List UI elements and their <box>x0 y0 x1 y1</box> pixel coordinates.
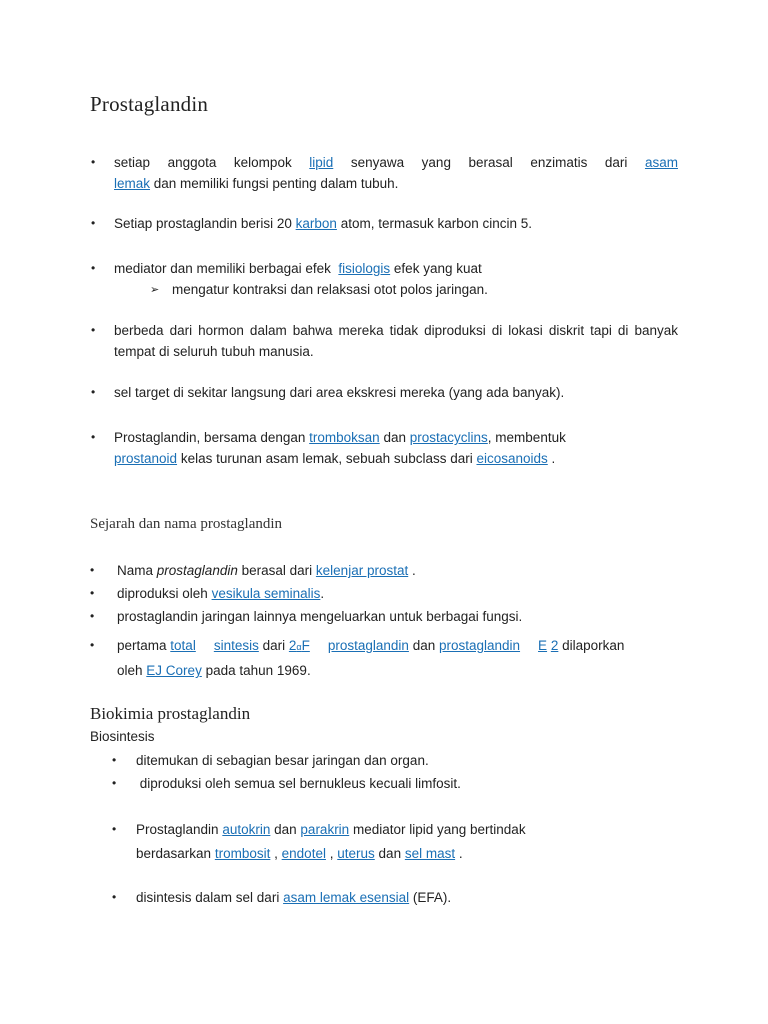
link-2[interactable]: 2 <box>550 638 559 653</box>
link-kelenjar-prostat[interactable]: kelenjar prostat <box>315 563 409 578</box>
list-item-continuation: prostanoid kelas turunan asam lemak, sebuah subclass dari eicosanoids . <box>114 451 556 466</box>
link-karbon[interactable]: karbon <box>295 216 337 231</box>
link-fisiologis[interactable]: fisiologis <box>338 261 391 276</box>
link-lipid[interactable]: lipid <box>309 155 334 170</box>
link-vesikula-seminalis[interactable]: vesikula seminalis <box>211 586 321 601</box>
list-item: • disintesis dalam sel dari asam lemak esensial (EFA). <box>112 890 452 905</box>
link-prostacyclins[interactable]: prostacyclins <box>409 430 488 445</box>
page-title: Prostaglandin <box>90 92 209 116</box>
link-lemak[interactable]: lemak <box>114 176 151 191</box>
arrow-bullet-icon: ➢ <box>150 284 160 296</box>
list-item-continuation: berdasarkan trombosit , endotel , uterus dan sel mast . <box>136 846 463 861</box>
link-parakrin[interactable]: parakrin <box>300 822 350 837</box>
link-uterus[interactable]: uterus <box>337 846 375 861</box>
list-item: • ditemukan di sebagian besar jaringan dan organ. <box>112 753 429 768</box>
list-item: • diproduksi oleh vesikula seminalis. <box>90 586 325 601</box>
list-item: • Setiap prostaglandin berisi 20 karbon atom, termasuk karbon cincin 5. <box>91 216 533 231</box>
list-item: • mediator dan memiliki berbagai efek fisiologis efek yang kuat <box>91 261 482 276</box>
link-prostaglandin-e2[interactable]: prostaglandin E <box>438 638 548 653</box>
section-heading: Sejarah dan nama prostaglandin <box>90 516 283 532</box>
list-item: • Nama prostaglandin berasal dari kelenjar prostat . <box>90 563 416 578</box>
link-prostanoid[interactable]: prostanoid <box>114 451 178 466</box>
list-item: • setiap anggota kelompok lipid senyawa yang berasal enzimatis dari asam <box>91 155 678 170</box>
list-item: • diproduksi oleh semua sel bernukleus kecuali limfosit. <box>112 776 461 791</box>
link-tromboksan[interactable]: tromboksan <box>309 430 380 445</box>
list-item: • prostaglandin jaringan lainnya mengeluarkan untuk berbagai fungsi. <box>90 609 523 624</box>
list-item: • sel target di sekitar langsung dari area ekskresi mereka (yang ada banyak). <box>91 385 565 400</box>
list-item: • pertama total sintesis dari 2αF prostaglandin dan prostaglandin E 2 dilaporkan <box>90 638 625 653</box>
document-page: Prostaglandin • setiap anggota kelompok lipid senyawa yang berasal enzimatis dari asam lemak dan memiliki fungsi penting dalam tubuh. • Setiap prostaglandin berisi 20 karbon atom, termasuk karbon cincin 5. • mediator dan memiliki berbagai efek fisiologis efek yang kuat ➢ mengatur kontraksi dan relaksasi otot polos jaringan. • berbeda dari hormon dalam bahwa mereka tidak diproduksi di lokasi diskrit tapi di banyak tempat di seluruh tubuh manusia. • sel target di sekitar langsung dari area ekskresi mereka (yang ada banyak). • Prostaglandin, bersama dengan tromboksan dan prostacyclins, membentuk prostanoid kelas turunan asam lemak, sebuah subclass dari eicosanoids . Sejarah dan nama prostaglandin • Nama prostaglandin berasal dari kelenjar prostat . • diproduksi oleh vesikula seminalis. • prostaglandin jaringan lainnya mengeluarkan untuk berbagai fungsi. • pertama total sintesis dari 2αF prostaglandin dan prostaglandin E 2 dilaporkan oleh EJ Corey pada tahun 1969. Biokimia prostaglandin Biosintesis • ditemukan di sebagian besar jaringan dan organ. • diproduksi oleh semua sel bernukleus kecuali limfosit. • Prostaglandin autokrin dan parakrin mediator lipid yang bertindak berdasarkan trombosit , endotel , uterus dan sel mast . • disintesis dalam sel dari asam lemak esensial (EFA). <box>0 0 768 1024</box>
link-2af-prostaglandin[interactable]: 2αF prostaglandin <box>288 638 409 653</box>
link-trombosit[interactable]: trombosit <box>214 846 271 861</box>
link-sel-mast[interactable]: sel mast <box>404 846 456 861</box>
link-total-sintesis[interactable]: total sintesis <box>170 638 259 653</box>
link-endotel[interactable]: endotel <box>281 846 326 861</box>
list-item-continuation: lemak dan memiliki fungsi penting dalam tubuh. <box>114 176 399 191</box>
link-eicosanoids[interactable]: eicosanoids <box>476 451 548 466</box>
list-item: • Prostaglandin, bersama dengan tromboksan dan prostacyclins, membentuk <box>91 430 566 445</box>
section-heading: Biokimia prostaglandin <box>90 704 251 723</box>
list-item: • Prostaglandin autokrin dan parakrin mediator lipid yang bertindak <box>112 822 526 837</box>
link-ej-corey[interactable]: EJ Corey <box>146 663 202 678</box>
list-item-continuation: oleh EJ Corey pada tahun 1969. <box>117 663 311 678</box>
link-autokrin[interactable]: autokrin <box>222 822 271 837</box>
link-asam[interactable]: asam <box>644 155 678 170</box>
link-asam-lemak-esensial[interactable]: asam lemak esensial <box>283 890 410 905</box>
subheading: Biosintesis <box>90 729 155 744</box>
list-item: • berbeda dari hormon dalam bahwa mereka tidak diproduksi di lokasi diskrit tapi di banyak tempat di seluruh tubuh manusia. <box>91 323 678 359</box>
